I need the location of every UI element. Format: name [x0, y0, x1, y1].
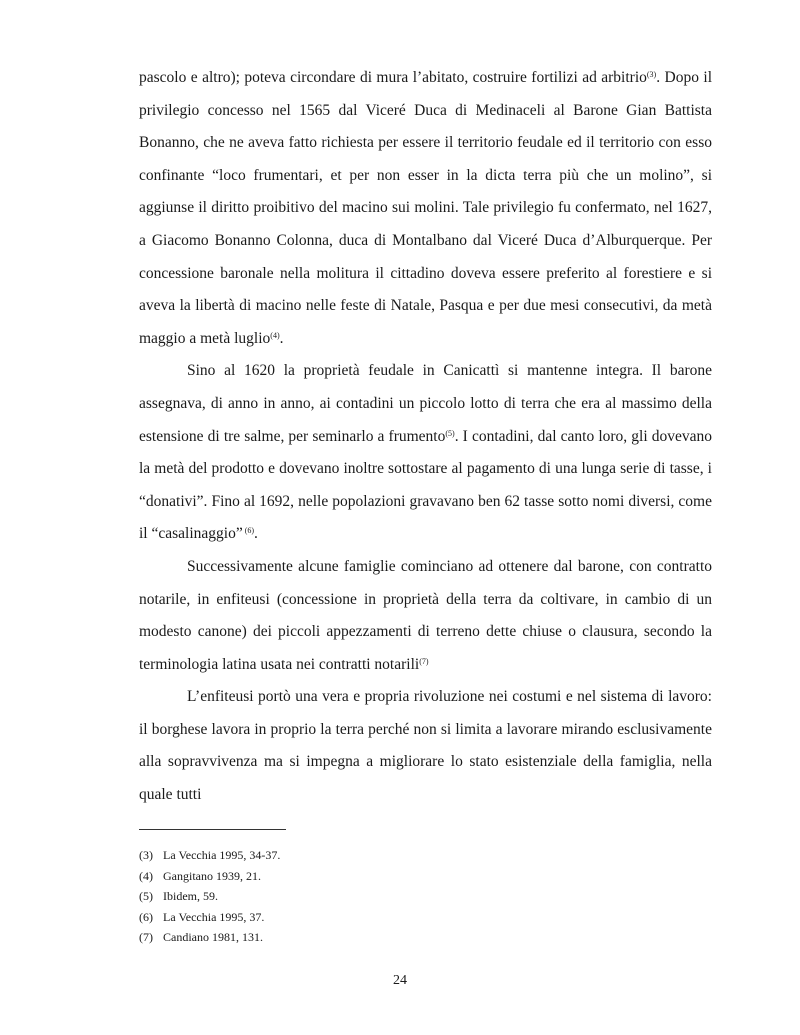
paragraph: [139, 355, 712, 551]
paragraph-text: .: [254, 525, 258, 543]
footnote: [139, 866, 712, 887]
paragraph-text: . I contadini, dal canto loro, gli dovevano la metà del prodotto e dovevano inoltre sottostare al pagamento di una lunga serie di tasse, i “donativi”. Fino al 1692, nelle popolazioni gravavano ben 62 tasse sotto nomi diversi, come il “casalinaggio”: [139, 427, 712, 543]
footnote-ref: (3): [646, 70, 657, 79]
footnote-text: La Vecchia 1995, 34-37.: [163, 848, 281, 862]
paragraph: [139, 62, 712, 355]
footnote: [139, 845, 712, 866]
page-number: 24: [393, 973, 407, 988]
footnote: [139, 886, 712, 907]
paragraph: [139, 681, 712, 811]
footnote-ref: (4): [270, 330, 280, 340]
paragraph-text: pascolo e altro); poteva circondare di mura l’abitato, costruire fortilizi ad arbitrio: [139, 69, 647, 86]
footnote-number: (4): [139, 868, 153, 883]
paragraph-text: .: [279, 329, 284, 347]
footnote-number: (6): [139, 909, 153, 924]
paragraph-text: . Dopo il privilegio concesso nel 1565 dal Viceré Duca di Medinaceli al Barone Gian Battista Bonanno, che ne aveva fatto richiesta per essere il territorio feudale ed il territorio con esso confinante “loco frumentari, et per non esser in la dicta terra più che un molino”, si aggiunse il diritto proibitivo del macino sui molini. Tale privilegio fu confermato, nel 1627, a Giacomo Bonanno Colonna, duca di Montalbano dal Viceré Duca d’Alburquerque. Per concessione baronale nella molitura il cittadino doveva essere preferito al forestiere e si aveva la libertà di macino nelle feste di Natale, Pasqua e per due mesi consecutivi, da metà maggio a metà luglio: [139, 69, 713, 347]
footnote-text: La Vecchia 1995, 37.: [163, 909, 265, 924]
footnote-text: Gangitano 1939, 21.: [163, 868, 261, 883]
footnote-ref: (6): [242, 526, 255, 536]
paragraph-text: Successivamente alcune famiglie cominciano ad ottenere dal barone, con contratto notarile, in enfiteusi (concessione in proprietà della terra da coltivare, in cambio di un modesto canone) dei piccoli appezzamenti di terreno dette chiuse o clausura, secondo la terminologia latina usata nei contratti notarili: [139, 557, 712, 673]
footnote-number: (5): [139, 889, 153, 903]
footnote-separator: [139, 829, 286, 830]
footnote-ref: (5): [445, 428, 455, 438]
paragraph-text: L’enfiteusi portò una vera e propria rivoluzione nei costumi e nel sistema di lavoro: il borghese lavora in proprio la terra perché non si limita a lavorare mirando esclusivamente alla sopravvivenza ma si impegna a migliorare lo stato esistenziale della famiglia, nella quale tutti: [139, 688, 712, 804]
footnote-text: Ibidem, 59.: [163, 889, 218, 903]
footnote-ref: (7): [419, 656, 429, 666]
footnote-text: Candiano 1981, 131.: [163, 930, 263, 944]
body-text: [139, 62, 712, 812]
paragraph-text: Sino al 1620 la proprietà feudale in Canicattì si mantenne integra. Il barone assegnava, di anno in anno, ai contadini un piccolo lotto di terra che era al massimo della estensione di tre salme, per seminarlo a frumento: [139, 362, 712, 445]
footnote-number: (7): [139, 930, 153, 944]
footnote-number: (3): [139, 848, 153, 862]
paragraph: [139, 551, 712, 681]
footnote: [139, 907, 712, 928]
footnote: [139, 927, 712, 948]
footnotes: [139, 845, 712, 948]
